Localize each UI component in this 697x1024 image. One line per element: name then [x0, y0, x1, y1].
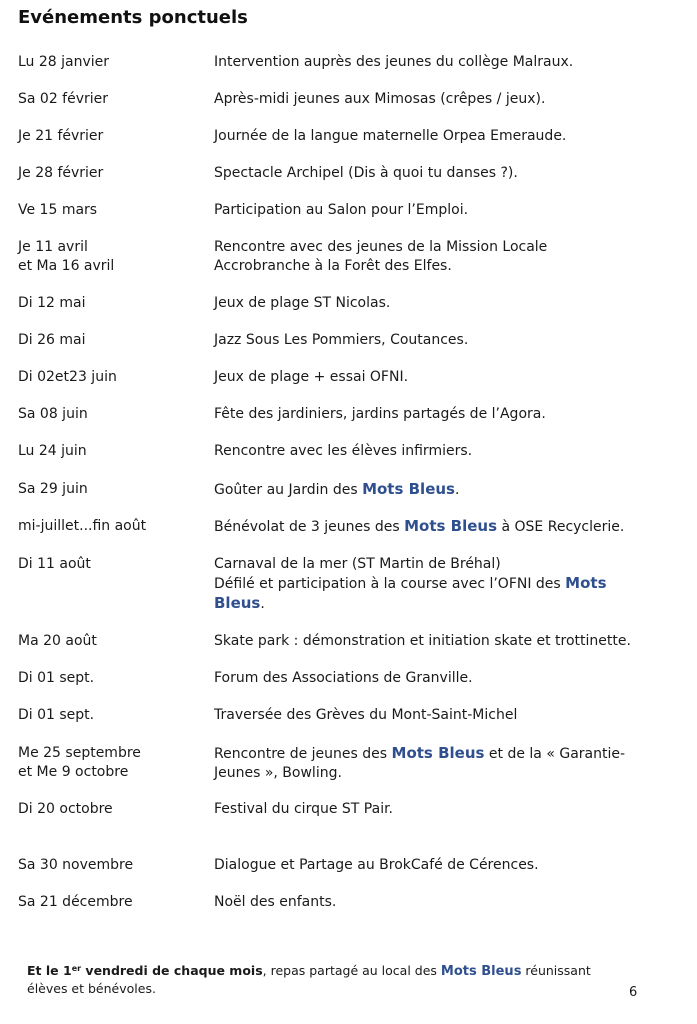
- page-number: 6: [629, 985, 638, 1000]
- event-description: Jeux de plage + essai OFNI.: [214, 369, 409, 385]
- event-description: Jazz Sous Les Pommiers, Coutances.: [214, 332, 469, 348]
- event-date: Je 28 février: [18, 165, 104, 181]
- event-date: Ma 20 août: [18, 633, 97, 649]
- event-date: Di 01 sept.: [18, 707, 95, 723]
- event-description: Jeux de plage ST Nicolas.: [214, 295, 391, 311]
- brand-name: Mots Bleus: [440, 964, 522, 979]
- event-description: Skate park : démonstration et initiation skate et trottinette.: [214, 633, 631, 649]
- event-date: Di 11 août: [18, 556, 91, 572]
- event-date: mi-juillet...fin août: [18, 518, 147, 534]
- event-date: Di 12 mai: [18, 295, 86, 311]
- event-description-line: [214, 576, 607, 612]
- event-description: Intervention auprès des jeunes du collège Malraux.: [214, 54, 574, 70]
- event-date: Sa 21 décembre: [18, 894, 133, 910]
- description-text: Goûter au Jardin des: [214, 482, 363, 498]
- page-title: Evénements ponctuels: [18, 7, 248, 28]
- description-text: et de la « Garantie-Jeunes », Bowling.: [214, 746, 626, 781]
- footer-bold: vendredi de chaque mois: [81, 963, 263, 978]
- event-description: [214, 744, 659, 783]
- event-description: Festival du cirque ST Pair.: [214, 801, 393, 817]
- description-text: Rencontre de jeunes des: [214, 746, 392, 762]
- event-description: Noël des enfants.: [214, 894, 337, 910]
- event-date: Di 26 mai: [18, 332, 86, 348]
- event-date: Lu 24 juin: [18, 443, 87, 459]
- description-text: Bénévolat de 3 jeunes des: [214, 519, 405, 535]
- description-text: .: [454, 482, 460, 498]
- event-date-line: Je 11 avril: [18, 239, 88, 255]
- event-date-line: et Me 9 octobre: [18, 764, 129, 780]
- brand-name: Mots Bleus: [214, 574, 607, 612]
- footer-note: [27, 962, 627, 997]
- event-description: Fête des jardiniers, jardins partagés de l’Agora.: [214, 406, 546, 422]
- event-date: Ve 15 mars: [18, 202, 98, 218]
- event-description-line: Carnaval de la mer (ST Martin de Bréhal): [214, 556, 501, 572]
- event-date: Di 01 sept.: [18, 670, 95, 686]
- event-description-line: Rencontre avec des jeunes de la Mission Locale: [214, 239, 548, 255]
- event-description-line: Accrobranche à la Forêt des Elfes.: [214, 258, 452, 274]
- event-date-line: et Ma 16 avril: [18, 258, 115, 274]
- event-description: Dialogue et Partage au BrokCafé de Cérences.: [214, 857, 539, 873]
- footer-superscript: er: [71, 964, 82, 973]
- event-description: Après-midi jeunes aux Mimosas (crêpes / jeux).: [214, 91, 546, 107]
- footer-text: , repas partagé au local des: [262, 963, 441, 978]
- event-date: Sa 30 novembre: [18, 857, 134, 873]
- event-description: Participation au Salon pour l’Emploi.: [214, 202, 469, 218]
- footer-bold: Et le 1: [27, 963, 72, 978]
- footer-text: réunissant élèves et bénévoles.: [27, 963, 591, 996]
- event-description: Rencontre avec les élèves infirmiers.: [214, 443, 473, 459]
- event-description: [214, 555, 654, 614]
- event-date: Lu 28 janvier: [18, 54, 110, 70]
- description-text: .: [260, 596, 265, 612]
- brand-name: Mots Bleus: [362, 480, 455, 498]
- event-description: [214, 238, 684, 276]
- event-date: Je 21 février: [18, 128, 104, 144]
- event-description: [214, 480, 684, 500]
- event-description: Journée de la langue maternelle Orpea Emeraude.: [214, 128, 567, 144]
- event-description: Spectacle Archipel (Dis à quoi tu danses ?).: [214, 165, 518, 181]
- event-date: Sa 02 février: [18, 91, 109, 107]
- event-date: [18, 744, 208, 782]
- description-text: à OSE Recyclerie.: [497, 519, 625, 535]
- event-date: Di 02et23 juin: [18, 369, 117, 385]
- brand-name: Mots Bleus: [404, 517, 498, 535]
- event-date-line: Me 25 septembre: [18, 745, 141, 761]
- event-date: Sa 29 juin: [18, 481, 88, 497]
- event-description: Forum des Associations de Granville.: [214, 670, 473, 686]
- event-description: [214, 517, 684, 537]
- event-date: [18, 238, 208, 276]
- event-description: Traversée des Grèves du Mont-Saint-Michel: [214, 707, 518, 723]
- event-date: Sa 08 juin: [18, 406, 88, 422]
- event-date: Di 20 octobre: [18, 801, 113, 817]
- description-text: Défilé et participation à la course avec l’OFNI des: [214, 576, 566, 592]
- brand-name: Mots Bleus: [391, 744, 485, 762]
